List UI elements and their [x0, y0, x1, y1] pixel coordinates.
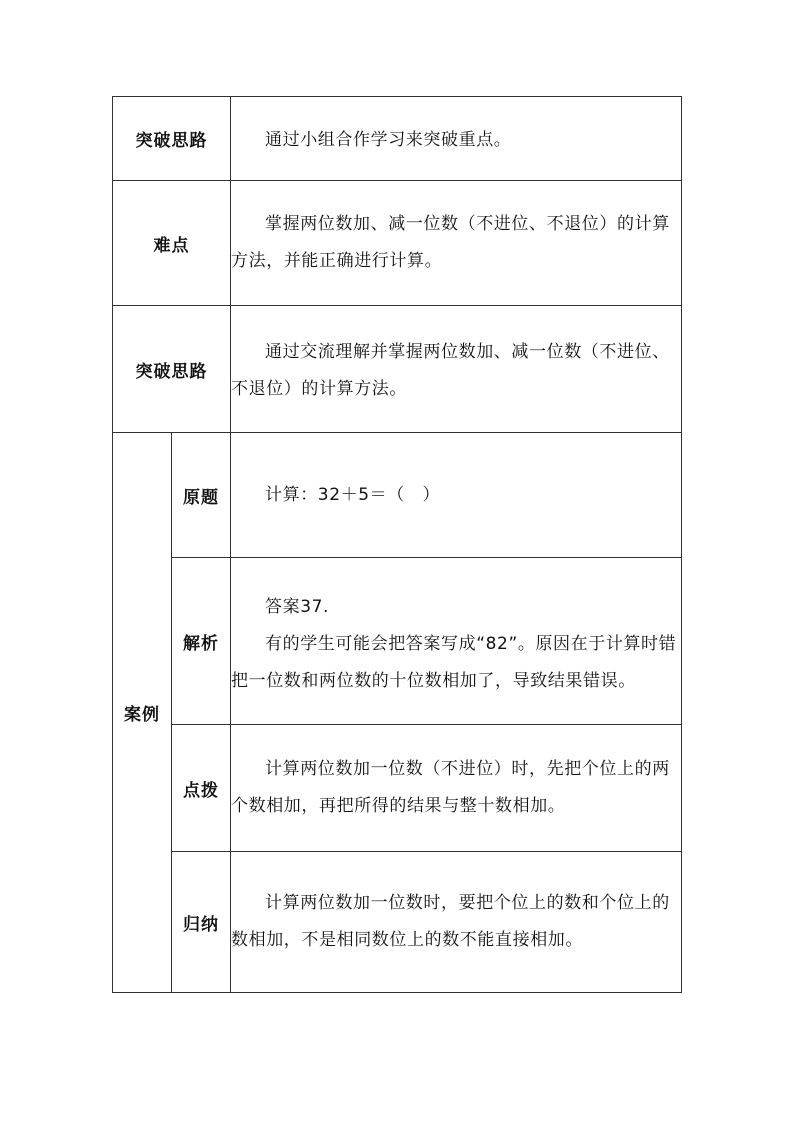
table-row: [113, 306, 682, 433]
case-label: 案例: [113, 433, 172, 993]
row-content: [231, 97, 682, 181]
row-content: [231, 181, 682, 306]
table-row: [113, 433, 682, 558]
table-row: [113, 852, 682, 993]
lesson-table: [112, 96, 682, 993]
case-row-label: 归纳: [172, 852, 231, 993]
case-row-label: 解析: [172, 558, 231, 725]
case-row-content: [231, 852, 682, 993]
content-paragraph: 通过交流理解并掌握两位数加、减一位数（不进位、不退位）的计算方法。: [231, 342, 670, 399]
case-row-label: 点拨: [172, 725, 231, 852]
case-row-content: [231, 433, 682, 558]
table-row: [113, 725, 682, 852]
table-row: [113, 558, 682, 725]
content-paragraph: 通过小组合作学习来突破重点。: [265, 129, 512, 150]
content-paragraph: 答案37.: [265, 596, 330, 617]
case-row-content: [231, 558, 682, 725]
content-paragraph: 计算两位数加一位数（不进位）时，先把个位上的两个数相加，再把所得的结果与整十数相加。: [231, 759, 670, 816]
content-paragraph: 计算：32＋5＝（ ）: [265, 484, 441, 505]
row-label: 突破思路: [113, 97, 231, 181]
row-label: 突破思路: [113, 306, 231, 433]
content-paragraph: 计算两位数加一位数时，要把个位上的数和个位上的数相加，不是相同数位上的数不能直接相加。: [231, 893, 670, 950]
case-row-label: 原题: [172, 433, 231, 558]
content-paragraph: 掌握两位数加、减一位数（不进位、不退位）的计算方法，并能正确进行计算。: [231, 214, 670, 271]
row-label: 难点: [113, 181, 231, 306]
table-row: [113, 97, 682, 181]
content-paragraph: 有的学生可能会把答案写成“82”。原因在于计算时错把一位数和两位数的十位数相加了，导致结果错误。: [231, 633, 677, 691]
case-row-content: [231, 725, 682, 852]
table-row: [113, 181, 682, 306]
row-content: [231, 306, 682, 433]
